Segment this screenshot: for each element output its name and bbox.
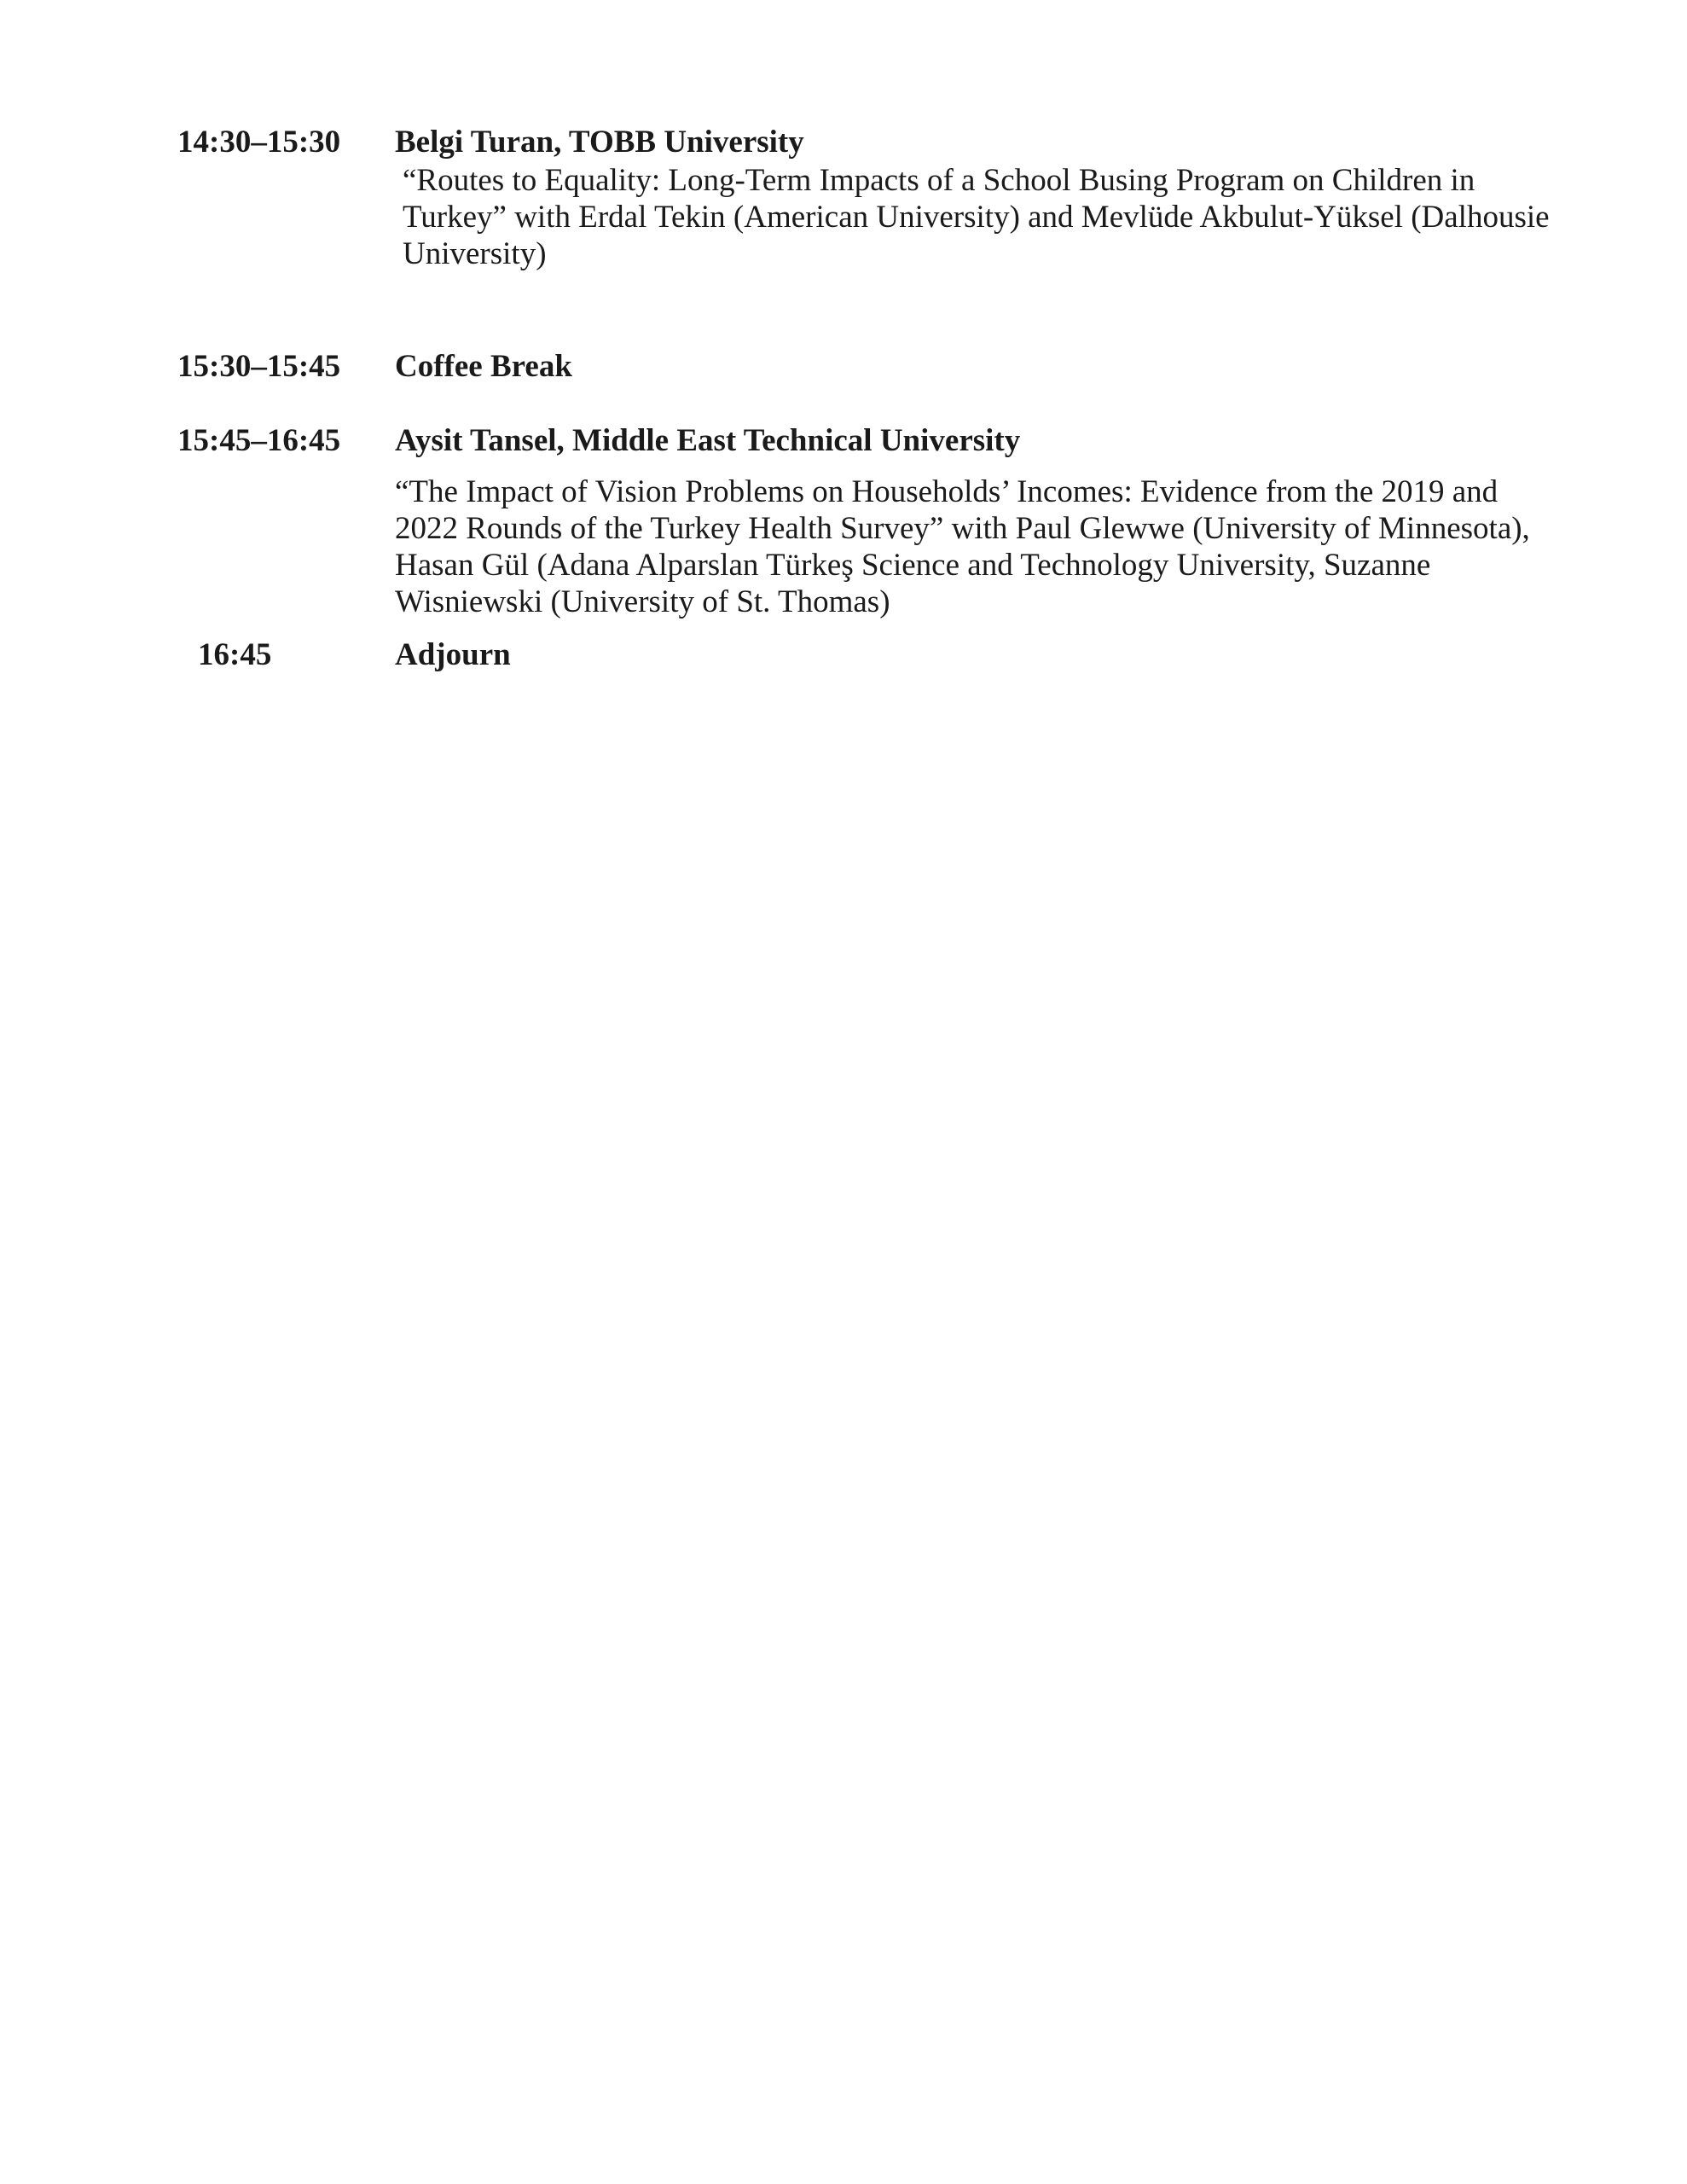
session-title: Aysit Tansel, Middle East Technical University bbox=[395, 423, 1021, 458]
session-time: 14:30–15:30 bbox=[177, 125, 341, 160]
session-description bbox=[395, 473, 1606, 620]
description-line: Wisniewski (University of St. Thomas) bbox=[395, 584, 890, 619]
session-time: 15:30–15:45 bbox=[177, 349, 341, 384]
description-line: “Routes to Equality: Long-Term Impacts of a School Busing Program on Children in bbox=[403, 163, 1475, 198]
description-line: “The Impact of Vision Problems on Households’ Incomes: Evidence from the 2019 and bbox=[395, 474, 1499, 509]
session-time: 16:45 bbox=[198, 637, 272, 672]
description-line: Hasan Gül (Adana Alparslan Türkeş Science and Technology University, Suzanne bbox=[395, 548, 1431, 583]
description-line: 2022 Rounds of the Turkey Health Survey” with Paul Glewwe (University of Minnesota), bbox=[395, 511, 1530, 546]
description-line: University) bbox=[403, 236, 547, 271]
session-title: Belgi Turan, TOBB University bbox=[395, 125, 804, 160]
description-line: Turkey” with Erdal Tekin (American University) and Mevlüde Akbulut-Yüksel (Dalhousie bbox=[403, 200, 1550, 235]
session-time: 15:45–16:45 bbox=[177, 423, 341, 458]
session-title: Adjourn bbox=[395, 637, 511, 672]
session-title: Coffee Break bbox=[395, 349, 572, 384]
session-description bbox=[403, 162, 1614, 272]
